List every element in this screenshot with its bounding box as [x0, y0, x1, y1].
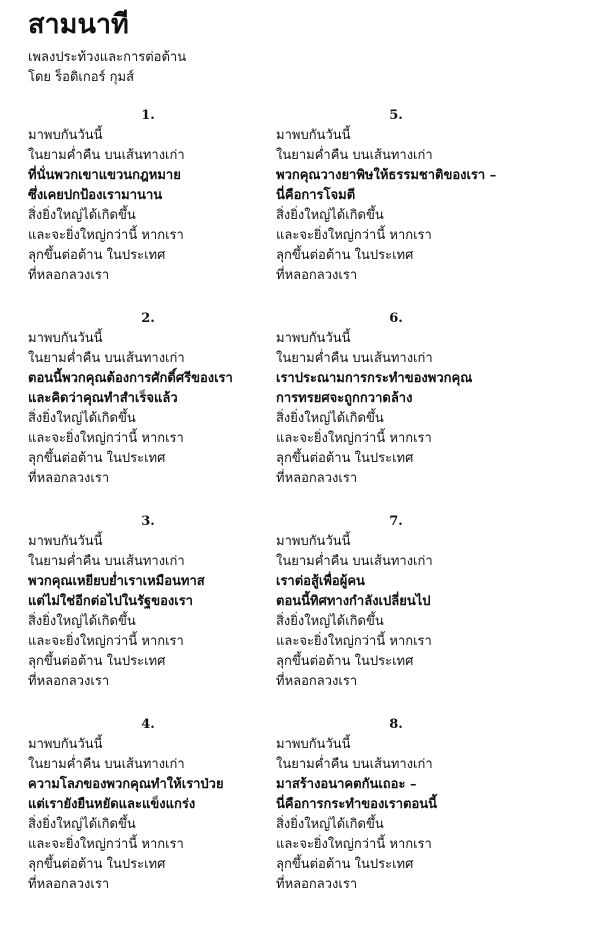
- verse-block: [28, 512, 268, 715]
- verse-line: ในยามค่ำคืน บนเส้นทางเก่า: [276, 554, 433, 569]
- verse-line: สิ่งยิ่งใหญ่ได้เกิดขึ้น: [28, 208, 136, 223]
- verse-line: สิ่งยิ่งใหญ่ได้เกิดขึ้น: [276, 614, 384, 629]
- verse-grid: [28, 106, 588, 918]
- verse-line: ลุกขึ้นต่อต้าน ในประเทศ: [276, 451, 414, 466]
- verse-line: มาพบกันวันนี้: [28, 737, 103, 752]
- verse-line: ที่หลอกลวงเรา: [276, 674, 358, 689]
- verse-line: มาพบกันวันนี้: [28, 331, 103, 346]
- verse-line-emphasis: มาสร้างอนาคตกันเถอะ –: [276, 777, 417, 792]
- verse-line-emphasis: นี่คือการกระทำของเราตอนนี้: [276, 797, 438, 812]
- verse-line: และจะยิ่งใหญ่กว่านี้ หากเรา: [28, 228, 184, 243]
- verse-line-emphasis: เราต่อสู้เพื่อผู้คน: [276, 574, 365, 589]
- verse-line-emphasis: ซึ่งเคยปกป้องเรามานาน: [28, 188, 163, 203]
- verse-number: 4.: [141, 717, 155, 732]
- verse-line: ในยามค่ำคืน บนเส้นทางเก่า: [28, 757, 185, 772]
- verse-block: [276, 715, 516, 918]
- verse-line-emphasis: นี่คือการโจมตี: [276, 188, 356, 203]
- verse-line-emphasis: ตอนนี้ทิศทางกำลังเปลี่ยนไป: [276, 594, 431, 609]
- song-title: สามนาที: [28, 9, 129, 40]
- verse-line: ในยามค่ำคืน บนเส้นทางเก่า: [276, 351, 433, 366]
- verse-line: และจะยิ่งใหญ่กว่านี้ หากเรา: [276, 634, 432, 649]
- verse-line-emphasis: พวกคุณวางยาพิษให้ธรรมชาติของเรา –: [276, 168, 497, 183]
- verse-line-emphasis: แต่ไม่ใช่อีกต่อไปในรัฐของเรา: [28, 594, 193, 609]
- verse-line-emphasis: แต่เรายังยืนหยัดและแข็งแกร่ง: [28, 797, 196, 812]
- verse-line: มาพบกันวันนี้: [276, 331, 351, 346]
- document-page: [28, 0, 588, 892]
- song-subtitle: เพลงประท้วงและการต่อต้าน: [28, 50, 187, 65]
- verse-line: และจะยิ่งใหญ่กว่านี้ หากเรา: [28, 837, 184, 852]
- verse-line: มาพบกันวันนี้: [28, 534, 103, 549]
- verse-line: ที่หลอกลวงเรา: [276, 471, 358, 486]
- verse-line-emphasis: เราประณามการกระทำของพวกคุณ: [276, 371, 473, 386]
- verse-line: ที่หลอกลวงเรา: [28, 471, 110, 486]
- verse-line: ที่หลอกลวงเรา: [28, 674, 110, 689]
- verse-line: ในยามค่ำคืน บนเส้นทางเก่า: [28, 148, 185, 163]
- verse-block: [28, 309, 268, 512]
- verse-line: สิ่งยิ่งใหญ่ได้เกิดขึ้น: [28, 614, 136, 629]
- verse-number: 5.: [389, 108, 403, 123]
- song-author: โดย ร็อดิเกอร์ กุมส์: [28, 70, 135, 85]
- verse-line: มาพบกันวันนี้: [28, 128, 103, 143]
- verse-block: [28, 715, 268, 918]
- verse-line: ลุกขึ้นต่อต้าน ในประเทศ: [28, 857, 166, 872]
- verse-line: และจะยิ่งใหญ่กว่านี้ หากเรา: [28, 634, 184, 649]
- verse-line: และจะยิ่งใหญ่กว่านี้ หากเรา: [276, 837, 432, 852]
- verse-line: ในยามค่ำคืน บนเส้นทางเก่า: [28, 351, 185, 366]
- verse-line: ที่หลอกลวงเรา: [276, 268, 358, 283]
- verse-line: ที่หลอกลวงเรา: [28, 877, 110, 892]
- verse-line: สิ่งยิ่งใหญ่ได้เกิดขึ้น: [276, 411, 384, 426]
- verse-number: 6.: [389, 311, 403, 326]
- verse-line: สิ่งยิ่งใหญ่ได้เกิดขึ้น: [28, 817, 136, 832]
- verse-line: ลุกขึ้นต่อต้าน ในประเทศ: [28, 654, 166, 669]
- verse-line-emphasis: พวกคุณเหยียบย่ำเราเหมือนทาส: [28, 574, 205, 589]
- verse-number: 2.: [141, 311, 155, 326]
- verse-line: ลุกขึ้นต่อต้าน ในประเทศ: [28, 248, 166, 263]
- verse-line: สิ่งยิ่งใหญ่ได้เกิดขึ้น: [276, 817, 384, 832]
- verse-line: ที่หลอกลวงเรา: [276, 877, 358, 892]
- verse-block: [276, 106, 516, 309]
- verse-line: ในยามค่ำคืน บนเส้นทางเก่า: [276, 757, 433, 772]
- verse-line: ลุกขึ้นต่อต้าน ในประเทศ: [28, 451, 166, 466]
- verse-line: ลุกขึ้นต่อต้าน ในประเทศ: [276, 654, 414, 669]
- verse-number: 1.: [141, 108, 155, 123]
- verse-block: [276, 512, 516, 715]
- verse-line: และจะยิ่งใหญ่กว่านี้ หากเรา: [28, 431, 184, 446]
- verse-line-emphasis: ที่นั่นพวกเขาแขวนกฎหมาย: [28, 168, 181, 183]
- verse-line: และจะยิ่งใหญ่กว่านี้ หากเรา: [276, 431, 432, 446]
- verse-number: 7.: [389, 514, 403, 529]
- verse-line: ในยามค่ำคืน บนเส้นทางเก่า: [28, 554, 185, 569]
- verse-line: สิ่งยิ่งใหญ่ได้เกิดขึ้น: [28, 411, 136, 426]
- verse-line: ลุกขึ้นต่อต้าน ในประเทศ: [276, 248, 414, 263]
- verse-line: ในยามค่ำคืน บนเส้นทางเก่า: [276, 148, 433, 163]
- verse-line-emphasis: ความโลภของพวกคุณทำให้เราป่วย: [28, 777, 224, 792]
- verse-line: และจะยิ่งใหญ่กว่านี้ หากเรา: [276, 228, 432, 243]
- verse-block: [276, 309, 516, 512]
- verse-line: มาพบกันวันนี้: [276, 534, 351, 549]
- verse-line-emphasis: การทรยศจะถูกกวาดล้าง: [276, 391, 413, 406]
- verse-number: 8.: [389, 717, 403, 732]
- verse-line-emphasis: และคิดว่าคุณทำสำเร็จแล้ว: [28, 391, 178, 406]
- verse-line: ที่หลอกลวงเรา: [28, 268, 110, 283]
- verse-line: มาพบกันวันนี้: [276, 737, 351, 752]
- verse-line: สิ่งยิ่งใหญ่ได้เกิดขึ้น: [276, 208, 384, 223]
- verse-line: ลุกขึ้นต่อต้าน ในประเทศ: [276, 857, 414, 872]
- verse-line: มาพบกันวันนี้: [276, 128, 351, 143]
- verse-number: 3.: [141, 514, 155, 529]
- verse-line-emphasis: ตอนนี้พวกคุณต้องการศักดิ์ศรีของเรา: [28, 371, 233, 386]
- verse-block: [28, 106, 268, 309]
